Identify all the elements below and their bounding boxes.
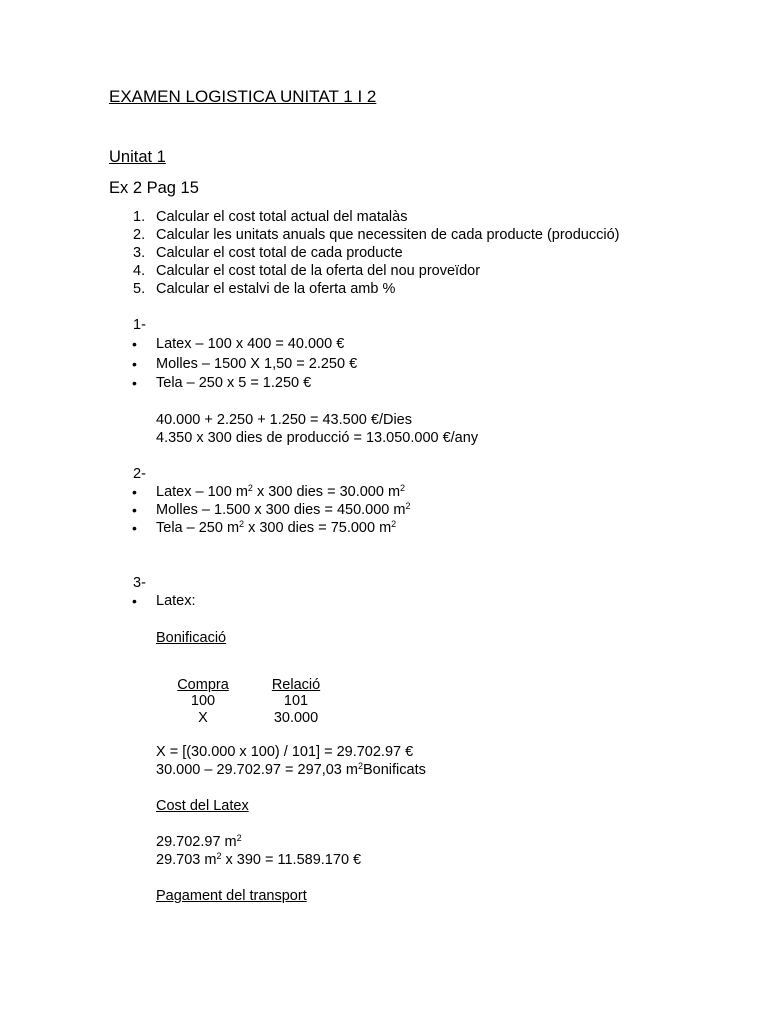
bullet-text: Molles – 1500 X 1,50 = 2.250 € xyxy=(156,356,358,372)
task-number: 1. xyxy=(133,209,146,225)
section-1-total-annual: 4.350 x 300 dies de producció = 13.050.000 €/any xyxy=(156,430,479,446)
task-text: Calcular les unitats anuals que necessiten de cada producte (producció) xyxy=(156,227,620,243)
bullet-icon: • xyxy=(132,375,137,391)
calc-line-x: X = [(30.000 x 100) / 101] = 29.702.97 € xyxy=(156,744,414,760)
section-1-label: 1- xyxy=(133,317,146,333)
task-number: 5. xyxy=(133,281,146,297)
bullet-icon: • xyxy=(132,593,137,609)
section-2-label: 2- xyxy=(133,466,146,482)
bullet-text: Tela – 250 x 5 = 1.250 € xyxy=(156,375,312,391)
bullet-text: Molles – 1.500 x 300 dies = 450.000 $m^2$ xyxy=(156,501,411,518)
table-cell: 100 xyxy=(190,693,216,709)
task-text: Calcular el cost total actual del matalàs xyxy=(156,209,408,225)
bullet-text: Latex – 100 x 400 = 40.000 € xyxy=(156,336,345,352)
transport-heading: Pagament del transport xyxy=(156,888,307,904)
bullet-icon: • xyxy=(132,336,137,352)
bullet-icon: • xyxy=(132,484,137,500)
cost-line-area: 29.702.97 $m^2$ xyxy=(156,833,242,850)
table-cell: 30.000 xyxy=(273,710,319,726)
unit-heading: Unitat 1 xyxy=(109,148,166,166)
bullet-text: Latex: xyxy=(156,593,196,609)
task-number: 2. xyxy=(133,227,146,243)
bullet-text: Latex – 100 $m^2$ x 300 dies = 30.000 $m^2$ xyxy=(156,483,406,500)
table-cell: 101 xyxy=(283,693,309,709)
task-number: 4. xyxy=(133,263,146,279)
exercise-heading: Ex 2 Pag 15 xyxy=(109,179,199,197)
document-title: EXAMEN LOGISTICA UNITAT 1 I 2 xyxy=(109,87,377,106)
task-text: Calcular el cost total de cada producte xyxy=(156,245,403,261)
table-header-compra: Compra xyxy=(177,677,229,693)
task-number: 3. xyxy=(133,245,146,261)
calc-line-bonificats: 30.000 – 29.702.97 = 297,03 $m^2Bonificats$ xyxy=(156,761,426,778)
bullet-icon: • xyxy=(132,356,137,372)
cost-heading: Cost del Latex xyxy=(156,798,249,814)
section-3-label: 3- xyxy=(133,575,146,591)
bullet-text: Tela – 250 $m^2$ x 300 dies = 75.000 $m^2$ xyxy=(156,519,397,536)
section-1-total-daily: 40.000 + 2.250 + 1.250 = 43.500 €/Dies xyxy=(156,412,412,428)
task-text: Calcular el estalvi de la oferta amb % xyxy=(156,281,396,297)
task-text: Calcular el cost total de la oferta del nou proveïdor xyxy=(156,263,481,279)
table-cell: X xyxy=(198,710,208,726)
bullet-icon: • xyxy=(132,502,137,518)
table-header-relacio: Relació xyxy=(271,677,321,693)
bullet-icon: • xyxy=(132,520,137,536)
bonificacio-heading: Bonificació xyxy=(156,630,227,646)
cost-line-total: 29.703 $m^2$ x 390 = 11.589.170 € xyxy=(156,851,362,868)
